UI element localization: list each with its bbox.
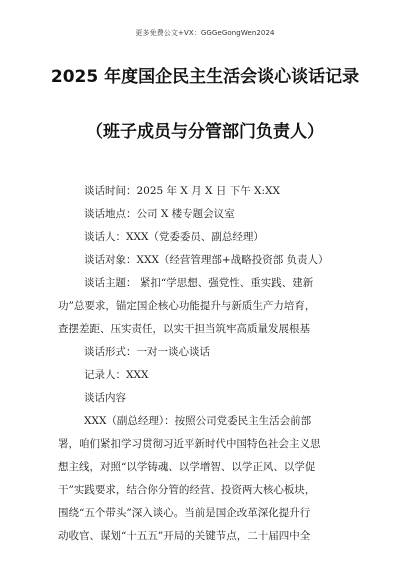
- record-talker: 谈话人：XXX（党委委员、副总经理）: [84, 231, 264, 243]
- record-theme-line: 查摆差距、压实责任，以实干担当筑牢高质量发展根基: [58, 323, 310, 335]
- header-note: 更多免费公文+VX：GGGeGongWen2024: [135, 29, 275, 37]
- record-content-line: 动收官、谋划“十五五”开局的关键节点，二十届四中全: [58, 530, 311, 542]
- record-content-line: 干”实践要求，结合你分管的经营、投资两大核心板块，: [58, 484, 316, 496]
- record-content-line: 想主线，对照“以学铸魂、以学增智、以学正风、以学促: [58, 461, 316, 473]
- record-content-label: 谈话内容: [84, 392, 126, 404]
- record-place: 谈话地点：公司 X 楼专题会议室: [84, 208, 235, 220]
- record-content-line: 围绕“五个带头”深入谈心。当前是国企改革深化提升行: [58, 507, 311, 519]
- record-target: 谈话对象：XXX（经营管理部+战略投资部 负责人）: [84, 254, 329, 266]
- document-title: 2025 年度国企民主生活会谈心谈话记录: [50, 67, 360, 87]
- record-theme-line: 谈话主题： 紧扣“学思想、强党性、重实践、建新: [84, 277, 314, 289]
- document-subtitle: （班子成员与分管部门负责人）: [86, 122, 324, 142]
- record-content-line: XXX（副总经理）：按照公司党委民主生活会前部: [84, 415, 312, 427]
- record-time: 谈话时间：2025 年 X 月 X 日 下午 X:XX: [84, 185, 280, 197]
- record-theme-line: 功”总要求，锚定国企核心功能提升与新质生产力培育，: [58, 300, 316, 312]
- record-form: 谈话形式：一对一谈心谈话: [84, 346, 210, 358]
- record-body: [58, 180, 350, 548]
- record-recorder: 记录人：XXX: [84, 369, 149, 381]
- record-content-line: 署，咱们紧扣学习贯彻习近平新时代中国特色社会主义思: [58, 438, 321, 450]
